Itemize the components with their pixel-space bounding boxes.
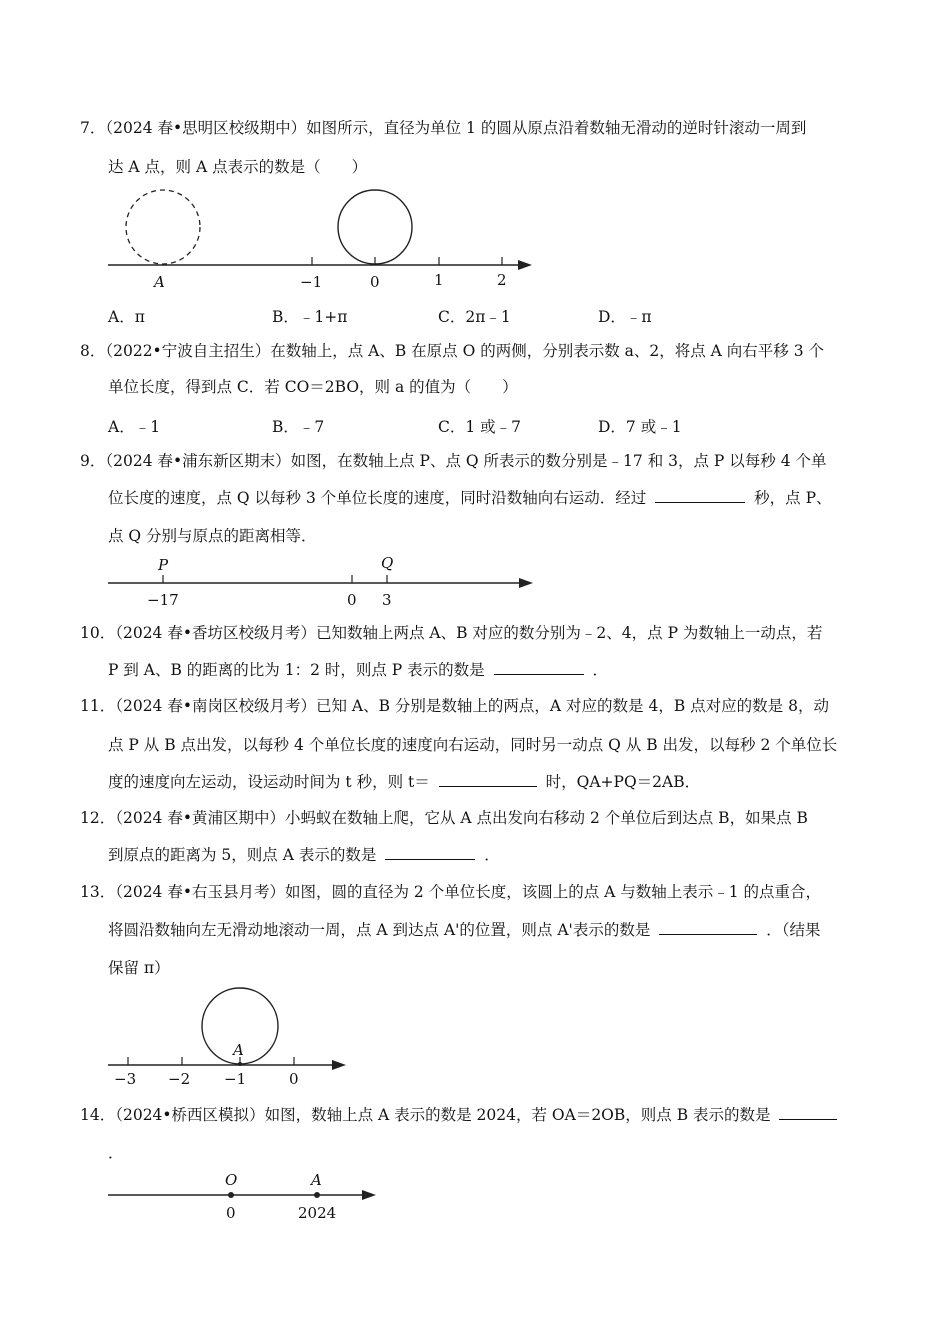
q8-option-c[interactable]: C．1 或﹣7 (438, 418, 522, 436)
q9-axis-arrow (519, 578, 533, 588)
q13-text-line2 (108, 920, 820, 940)
q14-answer-blank[interactable] (779, 1105, 837, 1120)
q13-number-line-figure (100, 985, 360, 1090)
q8-text-line1: 8．（2022•宁波自主招生）在数轴上，点 A、B 在原点 O 的两侧，分别表示数 a、2，将点 A 向右平移 3 个 (80, 342, 824, 360)
q10-line2-start: P 到 A、B 的距离的比为 1：2 时，则点 P 表示的数是 (108, 661, 485, 679)
q7-tick-label: 0 (370, 273, 380, 291)
q8-option-b[interactable]: B．﹣7 (272, 418, 325, 436)
q11-answer-blank[interactable] (439, 772, 537, 787)
q14-line1-start: 14．（2024•桥西区模拟）如图，数轴上点 A 表示的数是 2024，若 OA＝2OB，则点 B 表示的数是 (80, 1106, 771, 1124)
q14-number-line-figure (100, 1170, 390, 1230)
q14-tick-label: 2024 (298, 1204, 337, 1222)
q7-option-c[interactable]: C．2π﹣1 (438, 308, 511, 326)
q13-point-label-a: A (233, 1041, 244, 1059)
q13-line2-start: 将圆沿数轴向左无滑动地滚动一周，点 A 到达点 A'的位置，则点 A'表示的数是 (108, 921, 651, 939)
q7-tick-label: 1 (434, 271, 444, 289)
q9-line2-end: 秒，点 P、 (754, 489, 832, 507)
q9-text-line2 (108, 488, 832, 508)
q14-point-o-dot (228, 1192, 234, 1198)
q13-axis-arrow (332, 1060, 346, 1070)
q7-solid-circle (338, 190, 412, 264)
q7-tick-label: −1 (300, 273, 323, 291)
q9-text-line1: 9．（2024 春•浦东新区期末）如图，在数轴上点 P、点 Q 所表示的数分别是﹣17 和 3，点 P 以每秒 4 个单 (80, 452, 827, 470)
q13-tick-label: −3 (114, 1070, 137, 1088)
q10-text-line1: 10．（2024 春•香坊区校级月考）已知数轴上两点 A、B 对应的数分别为﹣2、4，点 P 为数轴上一动点，若 (80, 624, 823, 642)
q12-text-line1: 12．（2024 春•黄浦区期中）小蚂蚁在数轴上爬，它从 A 点出发向右移动 2 个单位后到达点 B，如果点 B (80, 809, 808, 827)
q7-option-d[interactable]: D．﹣π (598, 308, 652, 326)
q14-label-o: O (225, 1171, 238, 1189)
q9-label-p: P (158, 556, 169, 574)
q14-text-line2: ． (108, 1144, 124, 1162)
q9-tick-label: 3 (382, 591, 392, 609)
q11-line3-start: 度的速度向左运动，设运动时间为 t 秒，则 t＝ (108, 773, 430, 791)
q12-line2-end: ． (484, 846, 500, 864)
q14-tick-label: 0 (226, 1204, 236, 1222)
q14-text-line1 (80, 1105, 841, 1125)
q9-text-line3: 点 Q 分别与原点的距离相等． (108, 527, 317, 545)
q9-tick-label: −17 (147, 591, 179, 609)
q11-line3-end: 时，QA+PQ＝2AB． (545, 773, 701, 791)
q7-text-line1: 7．（2024 春•思明区校级期中）如图所示，直径为单位 1 的圆从原点沿着数轴无滑动的逆时针滚动一周到 (80, 119, 807, 137)
q9-label-q: Q (381, 554, 394, 572)
q9-tick-label: 0 (347, 591, 357, 609)
q12-line2-start: 到原点的距离为 5，则点 A 表示的数是 (108, 846, 377, 864)
q14-axis-arrow (362, 1190, 376, 1200)
q9-line2-start: 位长度的速度，点 Q 以每秒 3 个单位长度的速度，同时沿数轴向右运动．经过 (108, 489, 647, 507)
q14-point-a-dot (314, 1192, 320, 1198)
q8-option-a[interactable]: A．﹣1 (108, 418, 161, 436)
q11-text-line2: 点 P 从 B 点出发，以每秒 4 个单位长度的速度向右运动，同时另一动点 Q 从 B 出发，以每秒 2 个单位长 (108, 736, 838, 754)
q7-text-line2: 达 A 点，则 A 点表示的数是（ ） (108, 158, 368, 176)
q13-tick-label: −2 (168, 1070, 191, 1088)
q7-number-line-figure (100, 180, 540, 295)
q13-answer-blank[interactable] (659, 920, 757, 935)
q14-label-a: A (311, 1171, 322, 1189)
q13-text-line1: 13．（2024 春•右玉县月考）如图，圆的直径为 2 个单位长度，该圆上的点 A 与数轴上表示﹣1 的点重合， (80, 883, 822, 901)
q13-point-a-dot (238, 1062, 242, 1066)
q11-text-line1: 11．（2024 春•南岗区校级月考）已知 A、B 分别是数轴上的两点，A 对应的数是 4，B 点对应的数是 8，动 (80, 697, 829, 715)
q7-dashed-circle (126, 190, 200, 264)
q12-text-line2 (108, 845, 500, 865)
q10-line2-end: ． (592, 661, 609, 679)
q7-axis-arrow (518, 260, 532, 270)
q7-option-a[interactable]: A．π (108, 308, 145, 326)
q10-text-line2 (108, 660, 608, 680)
q11-text-line3 (108, 772, 700, 792)
q12-answer-blank[interactable] (385, 845, 475, 860)
q13-tick-label: −1 (224, 1070, 247, 1088)
q10-answer-blank[interactable] (494, 660, 584, 675)
q9-answer-blank[interactable] (655, 488, 745, 503)
q13-text-line3: 保留 π） (108, 959, 170, 977)
q7-tick-label: 2 (497, 271, 507, 289)
q8-option-d[interactable]: D．7 或﹣1 (598, 418, 682, 436)
q9-number-line-figure (100, 552, 540, 612)
q13-tick-label: 0 (289, 1070, 299, 1088)
q7-option-b[interactable]: B．﹣1+π (272, 308, 348, 326)
q7-point-label-a: A (154, 273, 165, 291)
q8-text-line2: 单位长度，得到点 C．若 CO＝2BO，则 a 的值为（ ） (108, 378, 518, 396)
q13-line2-end: ．（结果 (766, 921, 821, 939)
